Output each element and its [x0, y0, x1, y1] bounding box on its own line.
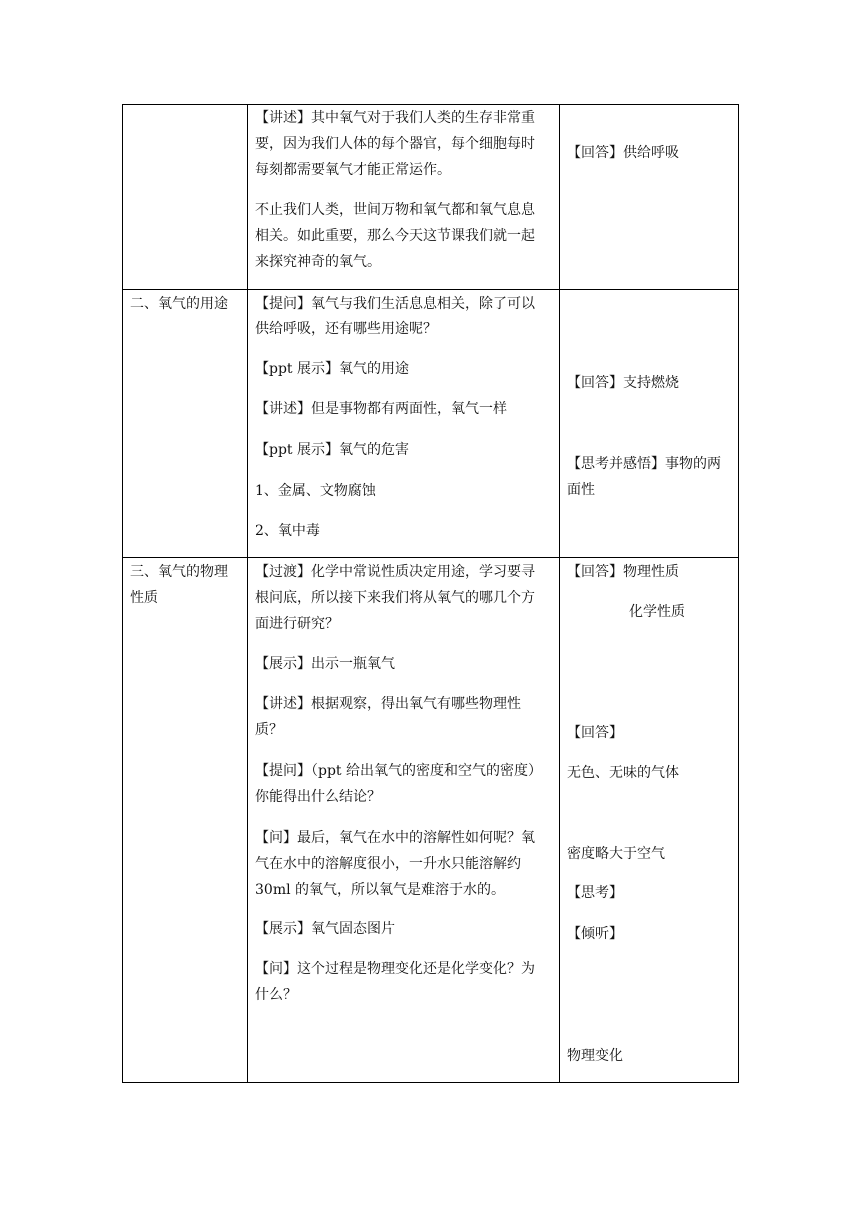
teacher-text-line: 【讲述】根据观察，得出氧气有哪些物理性: [255, 696, 521, 712]
student-text-line: 【回答】物理性质: [567, 564, 679, 580]
student-text-line: 面性: [567, 482, 595, 498]
teacher-text-line: 2、氧中毒: [255, 523, 320, 539]
row-divider-2: [122, 557, 739, 558]
teacher-text-line: 【过渡】化学中常说性质决定用途，学习要寻: [255, 564, 535, 580]
teacher-text-line: 30ml 的氧气，所以氧气是难溶于水的。: [255, 882, 506, 898]
table-border-bottom: [122, 1082, 739, 1083]
teacher-text-line: 【讲述】其中氧气对于我们人类的生存非常重: [255, 110, 535, 126]
teacher-text-line: 【提问】氧气与我们生活息息相关，除了可以: [255, 296, 535, 312]
section-title: 三、氧气的物理: [130, 564, 228, 580]
student-text-line: 无色、无味的气体: [567, 765, 679, 781]
student-text-line: 【回答】: [567, 725, 623, 741]
table-border-left: [122, 104, 123, 1083]
row-divider-1: [122, 289, 739, 290]
teacher-text-line: 【提问】（ppt 给出氧气的密度和空气的密度）: [255, 763, 542, 779]
section-title: 二、氧气的用途: [130, 296, 228, 312]
teacher-text-line: 面进行研究？: [255, 616, 339, 632]
teacher-text-line: 【ppt 展示】氧气的用途: [255, 361, 409, 377]
student-text-line: 物理变化: [567, 1048, 623, 1064]
section-title: 性质: [130, 590, 158, 606]
teacher-text-line: 【问】最后，氧气在水中的溶解性如何呢？氧: [255, 830, 535, 846]
student-text-line: 化学性质: [629, 604, 685, 620]
student-text-line: 【思考】: [567, 885, 623, 901]
teacher-text-line: 每刻都需要氧气才能正常运作。: [255, 162, 451, 178]
teacher-text-line: 1、金属、文物腐蚀: [255, 483, 376, 499]
teacher-text-line: 【展示】氧气固态图片: [255, 921, 395, 937]
teacher-text-line: 【问】这个过程是物理变化还是化学变化？为: [255, 961, 535, 977]
teacher-text-line: 供给呼吸，还有哪些用途呢？: [255, 321, 437, 337]
teacher-text-line: 相关。如此重要，那么今天这节课我们就一起: [255, 228, 535, 244]
student-text-line: 【回答】供给呼吸: [567, 145, 679, 161]
column-divider-2: [559, 104, 560, 1083]
teacher-text-line: 【讲述】但是事物都有两面性，氧气一样: [255, 401, 507, 417]
student-text-line: 【思考并感悟】事物的两: [567, 456, 721, 472]
teacher-text-line: 【展示】出示一瓶氧气: [255, 656, 395, 672]
teacher-text-line: 气在水中的溶解度很小，一升水只能溶解约: [255, 856, 521, 872]
column-divider-1: [247, 104, 248, 1083]
table-border-top: [122, 104, 739, 105]
teacher-text-line: 【ppt 展示】氧气的危害: [255, 442, 409, 458]
teacher-text-line: 什么？: [255, 987, 297, 1003]
teacher-text-line: 来探究神奇的氧气。: [255, 254, 381, 270]
table-border-right: [738, 104, 739, 1083]
student-text-line: 【倾听】: [567, 926, 623, 942]
student-text-line: 【回答】支持燃烧: [567, 375, 679, 391]
teacher-text-line: 不止我们人类，世间万物和氧气都和氧气息息: [255, 202, 535, 218]
teacher-text-line: 根问底，所以接下来我们将从氧气的哪几个方: [255, 590, 535, 606]
teacher-text-line: 质？: [255, 722, 283, 738]
teacher-text-line: 要，因为我们人体的每个器官，每个细胞每时: [255, 136, 535, 152]
teacher-text-line: 你能得出什么结论？: [255, 789, 381, 805]
student-text-line: 密度略大于空气: [567, 846, 665, 862]
